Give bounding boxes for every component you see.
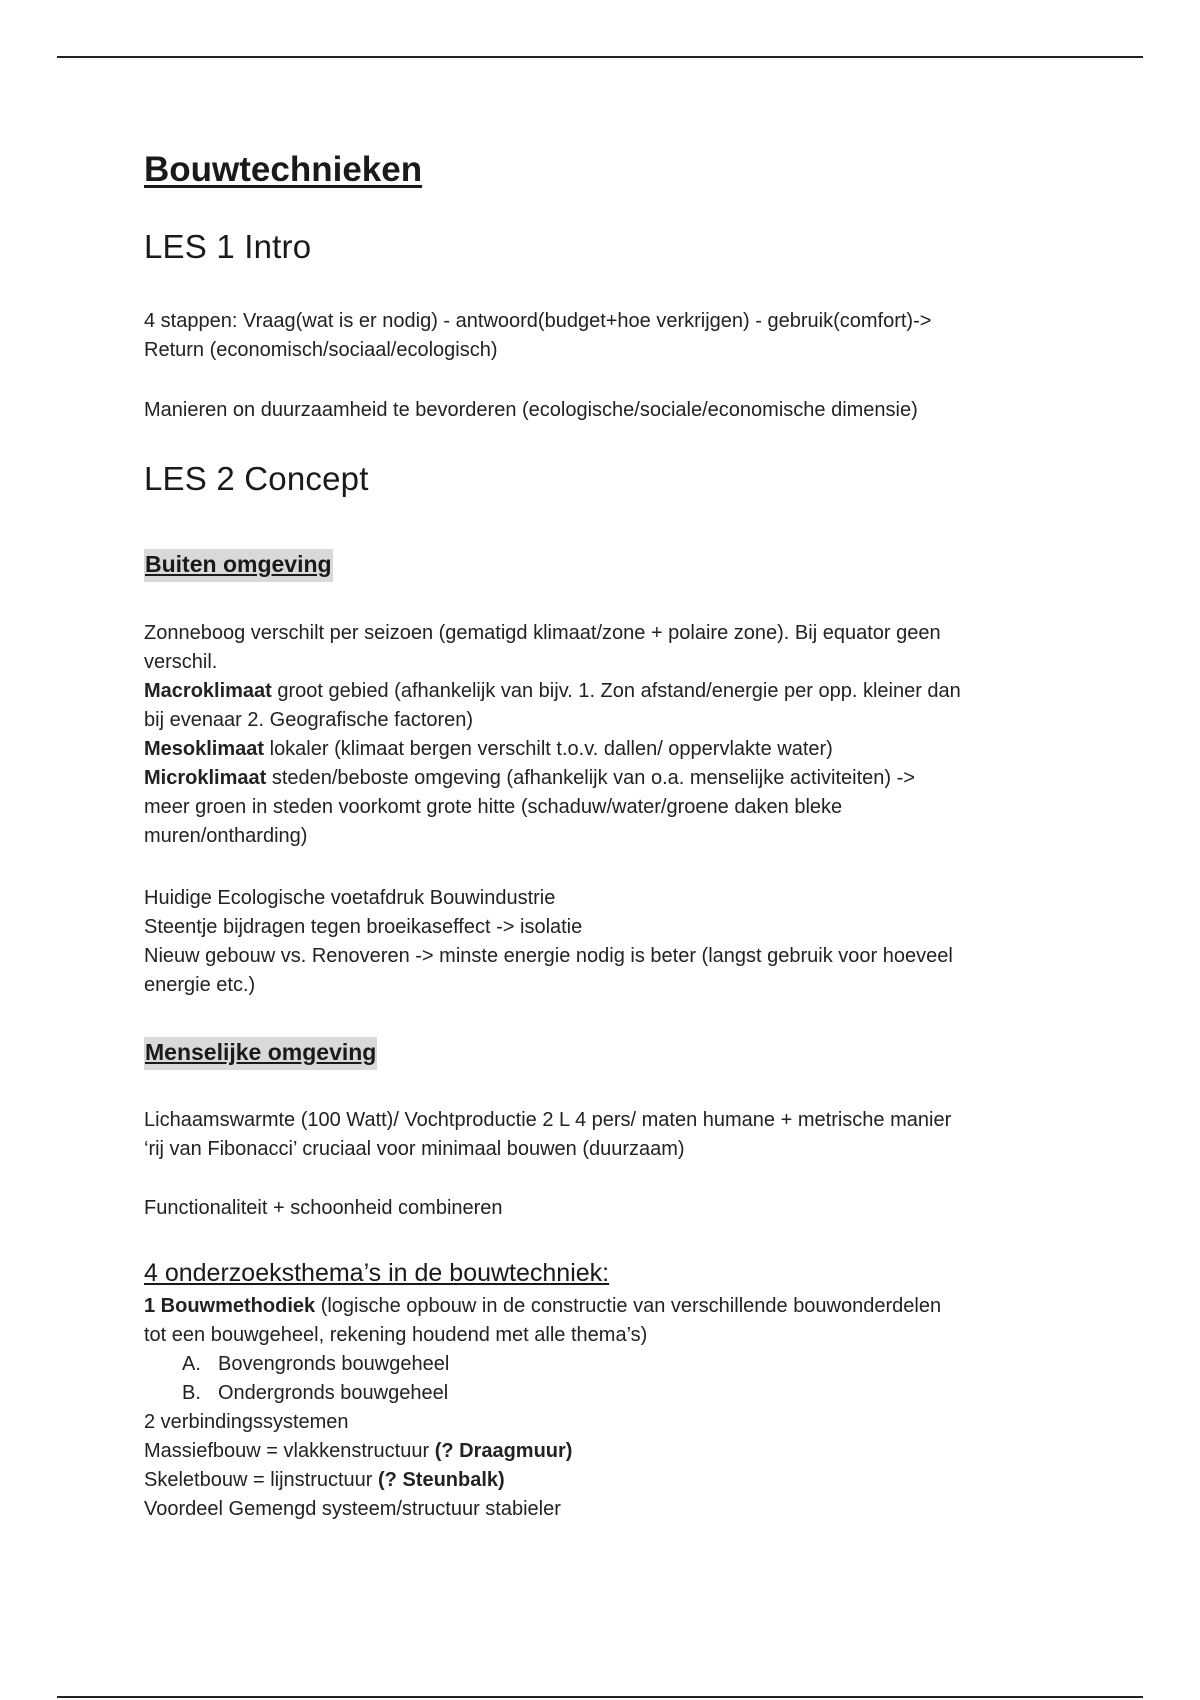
massiefbouw-text: Massiefbouw = vlakkenstructuur bbox=[144, 1440, 435, 1462]
list-item-text: Ondergronds bouwgeheel bbox=[218, 1382, 449, 1404]
text-line bbox=[144, 1292, 941, 1321]
text-line: Lichaamswarmte (100 Watt)/ Vochtproductie 2 L 4 pers/ maten humane + metrische manier bbox=[144, 1109, 952, 1131]
les1-paragraph-duurzaamheid bbox=[144, 396, 918, 425]
text-line bbox=[144, 677, 961, 706]
text-line bbox=[144, 1466, 941, 1495]
mens-paragraph-lichaam bbox=[144, 1106, 951, 1164]
section-heading-menselijke-omgeving: Menselijke omgeving bbox=[144, 1037, 377, 1070]
massiefbouw-note: (? Draagmuur) bbox=[434, 1440, 573, 1462]
text-line bbox=[144, 1437, 941, 1466]
text-line: verschil. bbox=[144, 651, 218, 673]
skeletbouw-note: (? Steunbalk) bbox=[378, 1469, 505, 1491]
text-line: tot een bouwgeheel, rekening houdend met alle thema’s) bbox=[144, 1324, 648, 1346]
term-macroklimaat: Macroklimaat bbox=[144, 680, 272, 702]
text-line: Steentje bijdragen tegen broeikaseffect -> isolatie bbox=[144, 916, 583, 938]
text-line: Voordeel Gemengd systeem/structuur stabieler bbox=[144, 1498, 561, 1520]
text-line: 4 stappen: Vraag(wat is er nodig) - antwoord(budget+hoe verkrijgen) - gebruik(comfort)-> bbox=[144, 310, 932, 332]
les2-heading: LES 2 Concept bbox=[144, 460, 369, 497]
text-line: Return (economisch/sociaal/ecologisch) bbox=[144, 339, 498, 361]
definition-text: groot gebied (afhankelijk van bijv. 1. Zon afstand/energie per opp. kleiner dan bbox=[271, 680, 961, 702]
text-line: bij evenaar 2. Geografische factoren) bbox=[144, 709, 474, 731]
bottom-rule bbox=[57, 1696, 1143, 1698]
list-marker: B. bbox=[182, 1382, 201, 1404]
text-line: Nieuw gebouw vs. Renoveren -> minste energie nodig is beter (langst gebruik voor hoeveel bbox=[144, 945, 953, 967]
les1-heading: LES 1 Intro bbox=[144, 228, 312, 265]
skeletbouw-text: Skeletbouw = lijnstructuur bbox=[144, 1469, 379, 1491]
definition-text: steden/beboste omgeving (afhankelijk van o.a. menselijke activiteiten) -> bbox=[266, 767, 915, 789]
list-item-text: Bovengronds bouwgeheel bbox=[218, 1353, 450, 1375]
term-bouwmethodiek: 1 Bouwmethodiek bbox=[144, 1295, 316, 1317]
les1-paragraph-steps bbox=[144, 307, 931, 365]
definition-text: lokaler (klimaat bergen verschilt t.o.v. dallen/ oppervlakte water) bbox=[264, 738, 833, 760]
text-line: 2 verbindingssystemen bbox=[144, 1411, 349, 1433]
text-line: Zonneboog verschilt per seizoen (gematigd klimaat/zone + polaire zone). Bij equator geen bbox=[144, 622, 941, 644]
text-line bbox=[144, 764, 961, 793]
text-line: energie etc.) bbox=[144, 974, 256, 996]
document-title: Bouwtechnieken bbox=[144, 150, 423, 189]
top-rule bbox=[57, 56, 1143, 58]
onderzoeksthemas-content bbox=[144, 1292, 941, 1524]
text-line: meer groen in steden voorkomt grote hitte (schaduw/water/groene daken bleke bbox=[144, 796, 843, 818]
text-line: Functionaliteit + schoonheid combineren bbox=[144, 1197, 503, 1219]
list-marker: A. bbox=[182, 1353, 201, 1375]
text-line: muren/ontharding) bbox=[144, 825, 308, 847]
buiten-paragraph-klimaat bbox=[144, 619, 961, 851]
definition-text: (logische opbouw in de constructie van verschillende bouwonderdelen bbox=[315, 1295, 942, 1317]
list-item-b bbox=[144, 1379, 941, 1408]
section-heading-buiten-omgeving: Buiten omgeving bbox=[144, 549, 333, 582]
text-line: Manieren on duurzaamheid te bevorderen (ecologische/sociale/economische dimensie) bbox=[144, 399, 918, 421]
term-mesoklimaat: Mesoklimaat bbox=[144, 738, 265, 760]
onderzoeksthemas-heading: 4 onderzoeksthema’s in de bouwtechniek: bbox=[144, 1259, 610, 1287]
mens-paragraph-functionaliteit bbox=[144, 1194, 503, 1223]
list-item-a bbox=[144, 1350, 941, 1379]
text-line bbox=[144, 735, 961, 764]
buiten-paragraph-ecologisch bbox=[144, 884, 953, 1000]
term-microklimaat: Microklimaat bbox=[144, 767, 267, 789]
text-line: ‘rij van Fibonacci’ cruciaal voor minimaal bouwen (duurzaam) bbox=[144, 1138, 685, 1160]
text-line: Huidige Ecologische voetafdruk Bouwindustrie bbox=[144, 887, 556, 909]
